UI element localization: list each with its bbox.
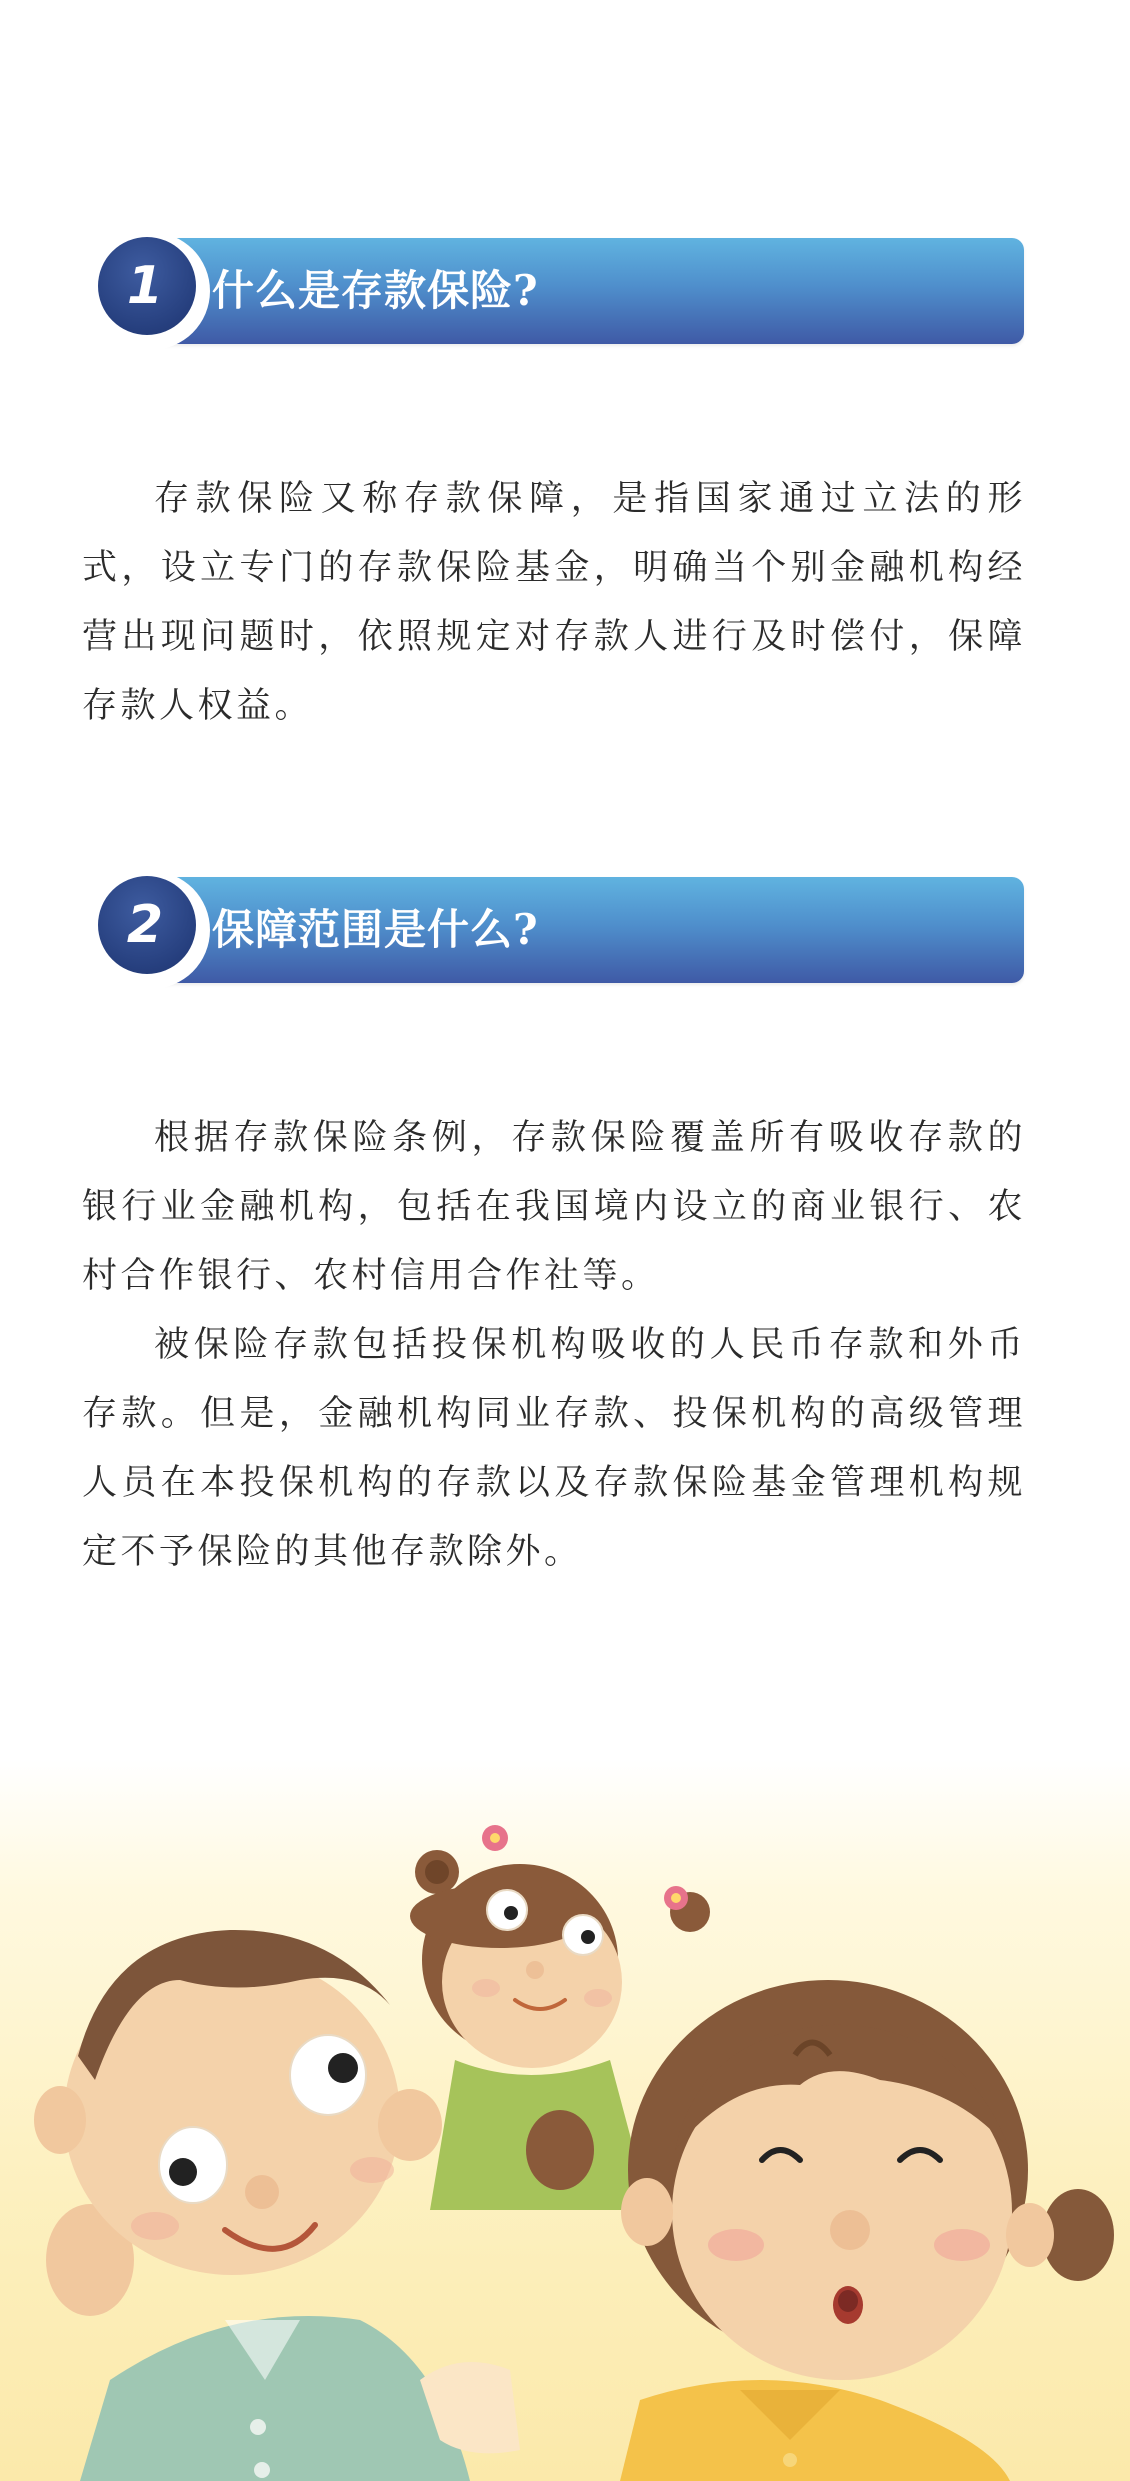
- family-illustration: [0, 1760, 1130, 2481]
- section-1-paragraph-1: 存款保险又称存款保障，是指国家通过立法的形式，设立专门的存款保险基金，明确当个别金融机构经营出现问题时，依照规定对存款人进行及时偿付，保障存款人权益。: [82, 479, 1026, 726]
- section-1-header: [92, 238, 1024, 344]
- section-1-number-badge: [92, 232, 210, 350]
- section-2-paragraph-2: 被保险存款包括投保机构吸收的人民币存款和外币存款。但是，金融机构同业存款、投保机构的高级管理人员在本投保机构的存款以及存款保险基金管理机构规定不予保险的其他存款除外。: [82, 1325, 1026, 1572]
- section-2-header: [92, 877, 1024, 983]
- section-2-number: 2: [126, 895, 164, 955]
- family-clay-figures-icon: [0, 1760, 1130, 2481]
- section-2-paragraph-1: 根据存款保险条例，存款保险覆盖所有吸收存款的银行业金融机构，包括在我国境内设立的商业银行、农村合作银行、农村信用合作社等。: [82, 1118, 1026, 1296]
- mother-figure: [526, 1980, 1114, 2481]
- section-1-number: 1: [126, 256, 164, 316]
- section-2-number-badge: [92, 871, 210, 989]
- section-2-title: 保障范围是什么?: [212, 905, 539, 954]
- section-1-title: 什么是存款保险?: [212, 266, 539, 315]
